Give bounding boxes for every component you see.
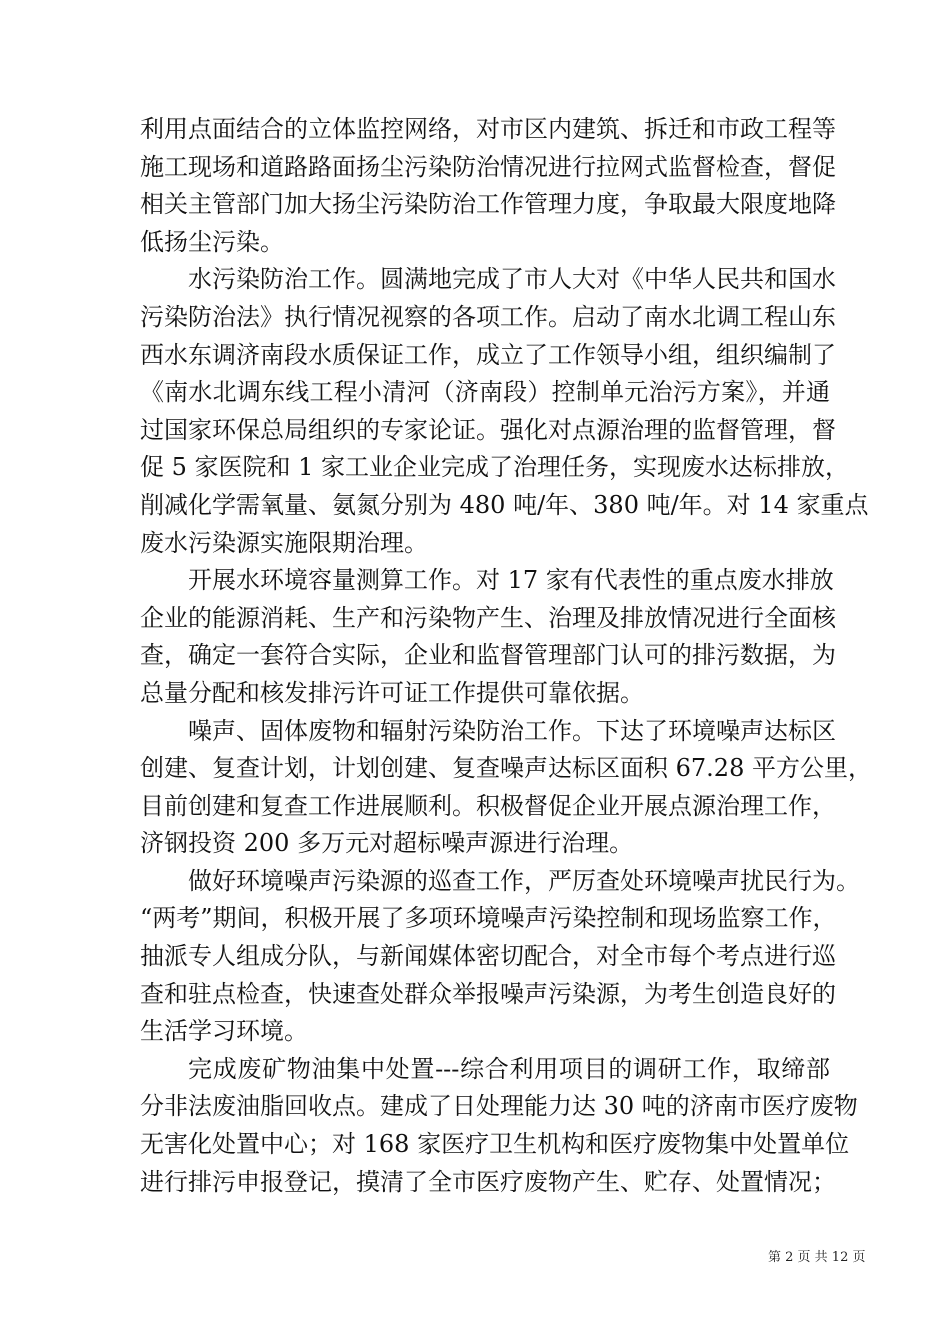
text-line: 济钢投资 200 多万元对超标噪声源进行治理。: [140, 829, 634, 858]
paragraph: [140, 111, 836, 261]
text-line: 过国家环保总局组织的专家论证。强化对点源治理的监督管理，督: [140, 415, 836, 444]
text-line: 促 5 家医院和 1 家工业企业完成了治理任务，实现废水达标排放，: [140, 453, 850, 482]
text-line: 西水东调济南段水质保证工作，成立了工作领导小组，组织编制了: [140, 340, 836, 369]
paragraph: [140, 713, 872, 863]
text-line: 目前创建和复查工作进展顺利。积极督促企业开展点源治理工作，: [140, 791, 836, 820]
text-line: 废水污染源实施限期治理。: [140, 528, 428, 557]
paragraph: [140, 562, 836, 712]
text-line: 生活学习环境。: [140, 1017, 308, 1046]
text-line: 完成废矿物油集中处置---综合利用项目的调研工作，取缔部: [188, 1054, 830, 1083]
text-line: 低扬尘污染。: [140, 227, 284, 256]
text-line: 查和驻点检查，快速查处群众举报噪声污染源，为考生创造良好的: [140, 979, 836, 1008]
paragraph: [140, 1051, 858, 1201]
text-line: 抽派专人组成分队，与新闻媒体密切配合，对全市每个考点进行巡: [140, 942, 836, 971]
text-line: “两考”期间，积极开展了多项环境噪声污染控制和现场监察工作，: [140, 904, 837, 933]
text-line: 利用点面结合的立体监控网络，对市区内建筑、拆迁和市政工程等: [140, 115, 836, 143]
text-line: 污染防治法》执行情况视察的各项工作。启动了南水北调工程山东: [140, 302, 836, 331]
text-line: 企业的能源消耗、生产和污染物产生、治理及排放情况进行全面核: [140, 603, 836, 632]
paragraph: [140, 261, 869, 562]
text-line: 《南水北调东线工程小清河（济南段）控制单元治污方案》，并通: [140, 378, 830, 407]
text-line: 相关主管部门加大扬尘污染防治工作管理力度，争取最大限度地降: [140, 190, 836, 219]
paragraph: [140, 863, 860, 1051]
text-line: 削减化学需氧量、氨氮分别为 480 吨/年、380 吨/年。对 14 家重点: [140, 490, 869, 519]
document-body: [140, 111, 872, 1201]
page-number: 第 2 页 共 12 页: [768, 1250, 866, 1265]
text-line: 总量分配和核发排污许可证工作提供可靠依据。: [140, 678, 644, 707]
text-line: 噪声、固体废物和辐射污染防治工作。下达了环境噪声达标区: [188, 716, 836, 745]
text-line: 创建、复查计划，计划创建、复查噪声达标区面积 67.28 平方公里，: [140, 754, 872, 783]
text-line: 进行排污申报登记，摸清了全市医疗废物产生、贮存、处置情况；: [140, 1167, 836, 1196]
text-line: 分非法废油脂回收点。建成了日处理能力达 30 吨的济南市医疗废物: [140, 1092, 858, 1121]
text-line: 做好环境噪声污染源的巡查工作，严厉查处环境噪声扰民行为。: [188, 866, 860, 895]
text-line: 施工现场和道路路面扬尘污染防治情况进行拉网式监督检查，督促: [140, 152, 836, 181]
text-line: 无害化处置中心；对 168 家医疗卫生机构和医疗废物集中处置单位: [140, 1130, 850, 1159]
text-line: 水污染防治工作。圆满地完成了市人大对《中华人民共和国水: [188, 265, 836, 294]
text-line: 开展水环境容量测算工作。对 17 家有代表性的重点废水排放: [188, 566, 834, 595]
text-line: 查，确定一套符合实际，企业和监督管理部门认可的排污数据，为: [140, 641, 836, 670]
